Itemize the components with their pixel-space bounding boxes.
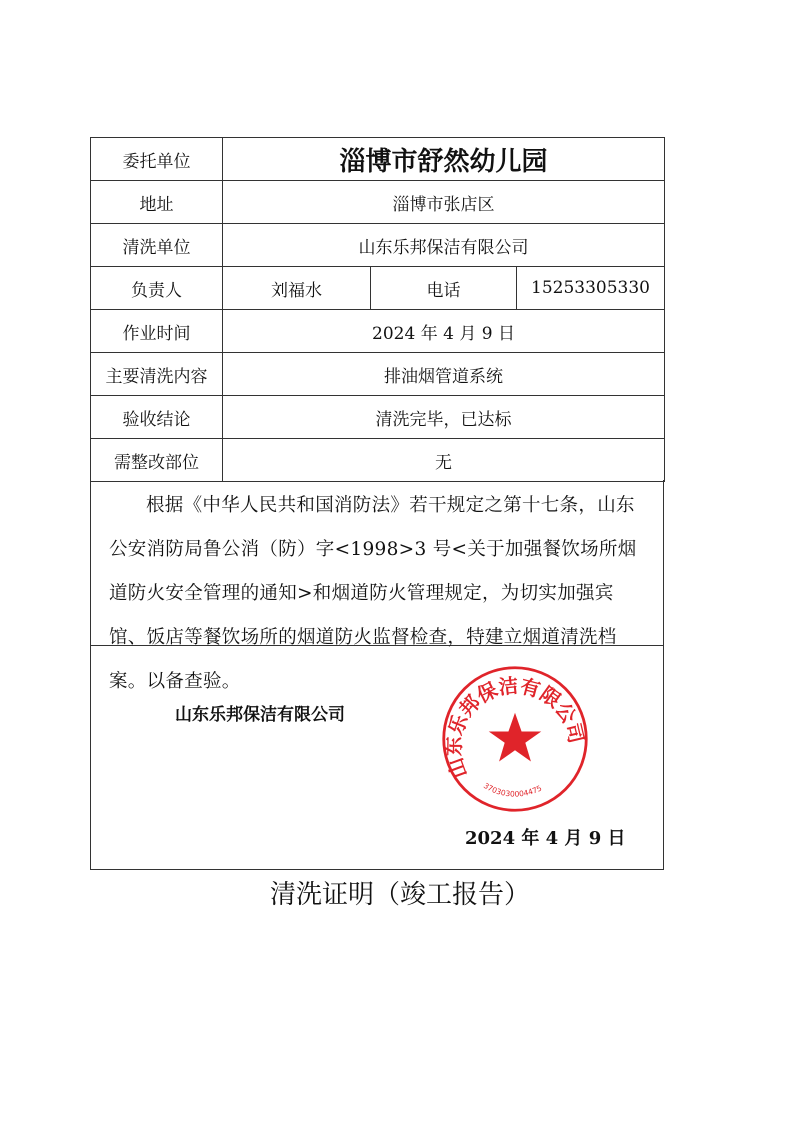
result-label: 验收结论 [91, 396, 223, 439]
cleaner-label: 清洗单位 [91, 224, 223, 267]
document-title: 清洗证明（竣工报告） [269, 880, 530, 910]
content-label: 主要清洗内容 [91, 353, 223, 396]
table-row [91, 310, 665, 353]
client-value: 淄博市舒然幼儿园 [223, 138, 665, 181]
cleaner-value: 山东乐邦保洁有限公司 [223, 224, 665, 267]
rectify-value: 无 [223, 439, 665, 482]
table-row [91, 353, 665, 396]
address-value: 淄博市张店区 [223, 181, 665, 224]
table-row [91, 396, 665, 439]
table-row [91, 439, 665, 482]
info-table [90, 137, 665, 482]
time-value: 2024 年 4 月 9 日 [223, 310, 665, 353]
svg-text:山东乐邦保洁有限公司: 山东乐邦保洁有限公司 [442, 674, 588, 782]
table-row [91, 181, 665, 224]
phone-label: 电话 [371, 267, 517, 310]
rectify-label: 需整改部位 [91, 439, 223, 482]
manager-value: 刘福水 [223, 267, 371, 310]
phone-value: 15253305330 [517, 267, 665, 310]
regulation-paragraph: 根据《中华人民共和国消防法》若干规定之第十七条，山东公安消防局鲁公消（防）字<1998>3 号<关于加强餐饮场所烟道防火安全管理的通知>和烟道防火管理规定，为切实加强宾馆、饭店等餐饮场所的烟道防火监督检查，特建立烟道清洗档案。以备查验。 [90, 480, 664, 646]
manager-label: 负责人 [91, 267, 223, 310]
content-value: 排油烟管道系统 [223, 353, 665, 396]
svg-text:3703030004475: 3703030004475 [481, 780, 544, 799]
client-label: 委托单位 [91, 138, 223, 181]
time-label: 作业时间 [91, 310, 223, 353]
table-row [91, 224, 665, 267]
signature-date: 2024 年 4 月 9 日 [465, 828, 626, 849]
table-row [91, 267, 665, 310]
signature-company: 山东乐邦保洁有限公司 [175, 705, 345, 725]
table-row [91, 138, 665, 181]
address-label: 地址 [91, 181, 223, 224]
company-seal-icon [440, 664, 590, 814]
result-value: 清洗完毕，已达标 [223, 396, 665, 439]
